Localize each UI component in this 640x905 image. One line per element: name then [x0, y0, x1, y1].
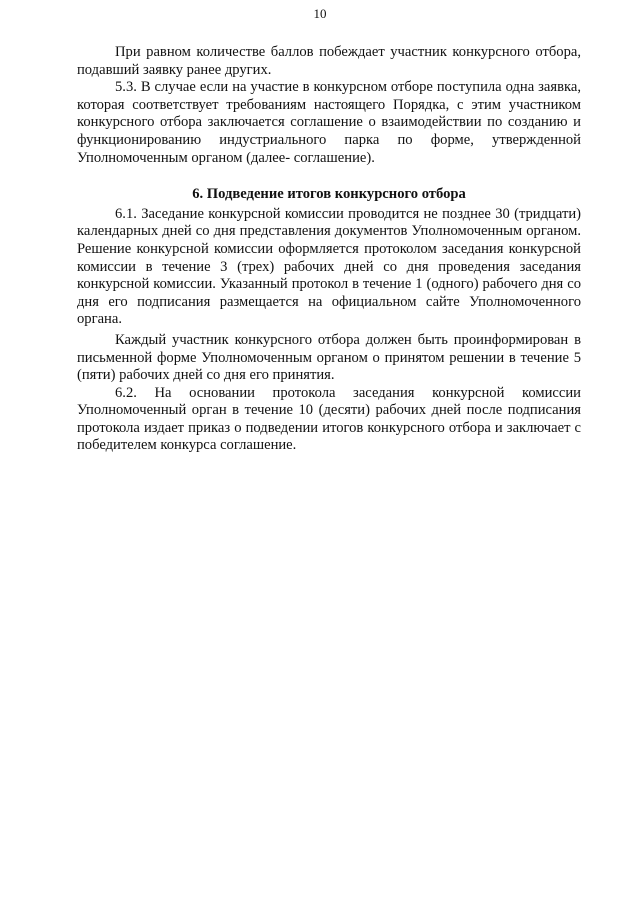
paragraph-notification: Каждый участник конкурсного отбора должен быть проинформирован в письменной форме Уполномоченным органом о принятом решении в течение 5 (пяти) рабочих дней со дня его принятия.: [77, 331, 581, 384]
paragraph-equal-scores: При равном количестве баллов побеждает участник конкурсного отбора, подавший заявку ранее других.: [77, 44, 581, 78]
section-heading: 6. Подведение итогов конкурсного отбора: [192, 186, 466, 203]
document-body: [77, 44, 581, 455]
paragraph-6-1: 6.1. Заседание конкурсной комиссии проводится не позднее 30 (тридцати) календарных дней со дня представления документов Уполномоченным органом. Решение конкурсной комиссии оформляется протоколом заседания конкурсной комиссии в течение 3 (трех) рабочих дней со дня проведения заседания конкурсной комиссии. Указанный протокол в течение 1 (одного) рабочего дня со дня его подписания размещается на официальном сайте Уполномоченного органа.: [77, 205, 581, 328]
page-number: 10: [313, 6, 327, 21]
paragraph-6-2: 6.2. На основании протокола заседания конкурсной комиссии Уполномоченный орган в течение 10 (десяти) рабочих дней после подписания протокола издает приказ о подведении итогов конкурсного отбора и заключает с победителем конкурса соглашение.: [77, 384, 581, 454]
paragraph-5-3: 5.3. В случае если на участие в конкурсном отборе поступила одна заявка, которая соответствует требованиям настоящего Порядка, с этим участником конкурсного отбора заключается соглашение о взаимодействии по созданию и функционированию индустриального парка по форме, утвержденной Уполномоченным органом (далее- соглашение).: [77, 79, 581, 166]
